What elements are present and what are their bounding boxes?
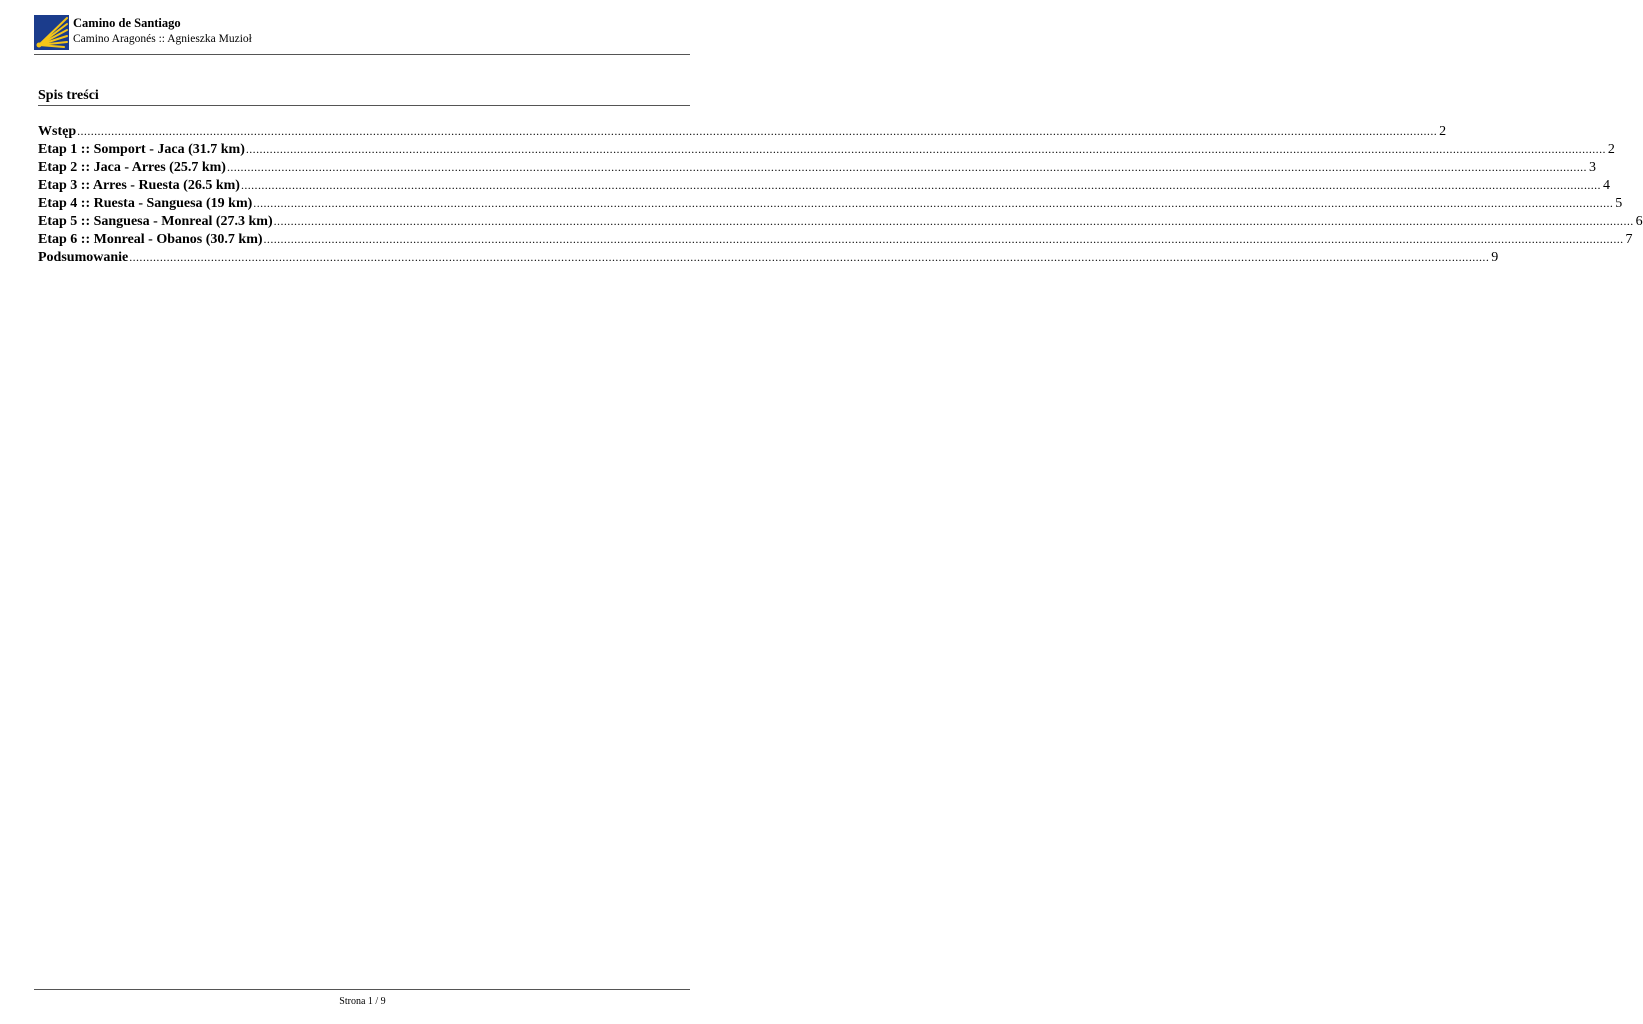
toc-entry-page[interactable]: 3 <box>1588 160 1596 175</box>
toc-dot-leader: ................................................................................................................................................................................................................................................................................................................................................................................................................ <box>77 124 1438 138</box>
toc-entry-label[interactable]: Podsumowanie <box>38 250 129 265</box>
toc-entry[interactable] <box>38 176 1610 194</box>
table-of-contents <box>38 122 1643 266</box>
toc-entry-label[interactable]: Etap 4 :: Ruesta - Sanguesa (19 km) <box>38 196 253 211</box>
toc-dot-leader: ................................................................................................................................................................................................................................................................................................................................................................................................................ <box>245 142 1606 156</box>
toc-entry-label[interactable]: Etap 6 :: Monreal - Obanos (30.7 km) <box>38 232 263 247</box>
toc-dot-leader: ................................................................................................................................................................................................................................................................................................................................................................................................................ <box>129 250 1490 264</box>
toc-dot-leader: ................................................................................................................................................................................................................................................................................................................................................................................................................ <box>263 232 1624 246</box>
toc-entry-label[interactable]: Etap 1 :: Somport - Jaca (31.7 km) <box>38 142 245 157</box>
footer-divider <box>34 989 690 990</box>
toc-entry[interactable] <box>38 158 1596 176</box>
toc-entry-label[interactable]: Etap 2 :: Jaca - Arres (25.7 km) <box>38 160 226 175</box>
toc-heading: Spis treści <box>38 87 690 106</box>
toc-entry-page[interactable]: 6 <box>1635 214 1643 229</box>
site-title: Camino de Santiago <box>73 16 181 30</box>
toc-entry-page[interactable]: 2 <box>1439 124 1447 139</box>
site-subtitle: Camino Aragonés :: Agnieszka Muzioł <box>73 33 252 45</box>
toc-entry-page[interactable]: 5 <box>1615 196 1623 211</box>
toc-entry[interactable] <box>38 194 1623 212</box>
toc-entry-page[interactable]: 7 <box>1625 232 1633 247</box>
toc-entry-page[interactable]: 9 <box>1491 250 1499 265</box>
toc-entry[interactable] <box>38 122 1447 140</box>
toc-entry[interactable] <box>38 140 1615 158</box>
toc-entry-label[interactable]: Wstęp <box>38 124 77 139</box>
toc-entry-page[interactable]: 2 <box>1607 142 1615 157</box>
page-number: Strona 1 / 9 <box>339 996 386 1007</box>
scallop-shell-icon <box>34 15 69 50</box>
toc-dot-leader: ................................................................................................................................................................................................................................................................................................................................................................................................................ <box>273 214 1634 228</box>
header-text <box>73 16 252 47</box>
toc-entry[interactable] <box>38 212 1643 230</box>
toc-entry[interactable] <box>38 248 1499 266</box>
toc-dot-leader: ................................................................................................................................................................................................................................................................................................................................................................................................................ <box>226 160 1587 174</box>
toc-dot-leader: ................................................................................................................................................................................................................................................................................................................................................................................................................ <box>240 178 1601 192</box>
toc-dot-leader: ................................................................................................................................................................................................................................................................................................................................................................................................................ <box>253 196 1614 210</box>
toc-entry-label[interactable]: Etap 3 :: Arres - Ruesta (26.5 km) <box>38 178 240 193</box>
page-header <box>34 14 690 55</box>
toc-entry-page[interactable]: 4 <box>1602 178 1610 193</box>
toc-entry[interactable] <box>38 230 1633 248</box>
toc-entry-label[interactable]: Etap 5 :: Sanguesa - Monreal (27.3 km) <box>38 214 273 229</box>
